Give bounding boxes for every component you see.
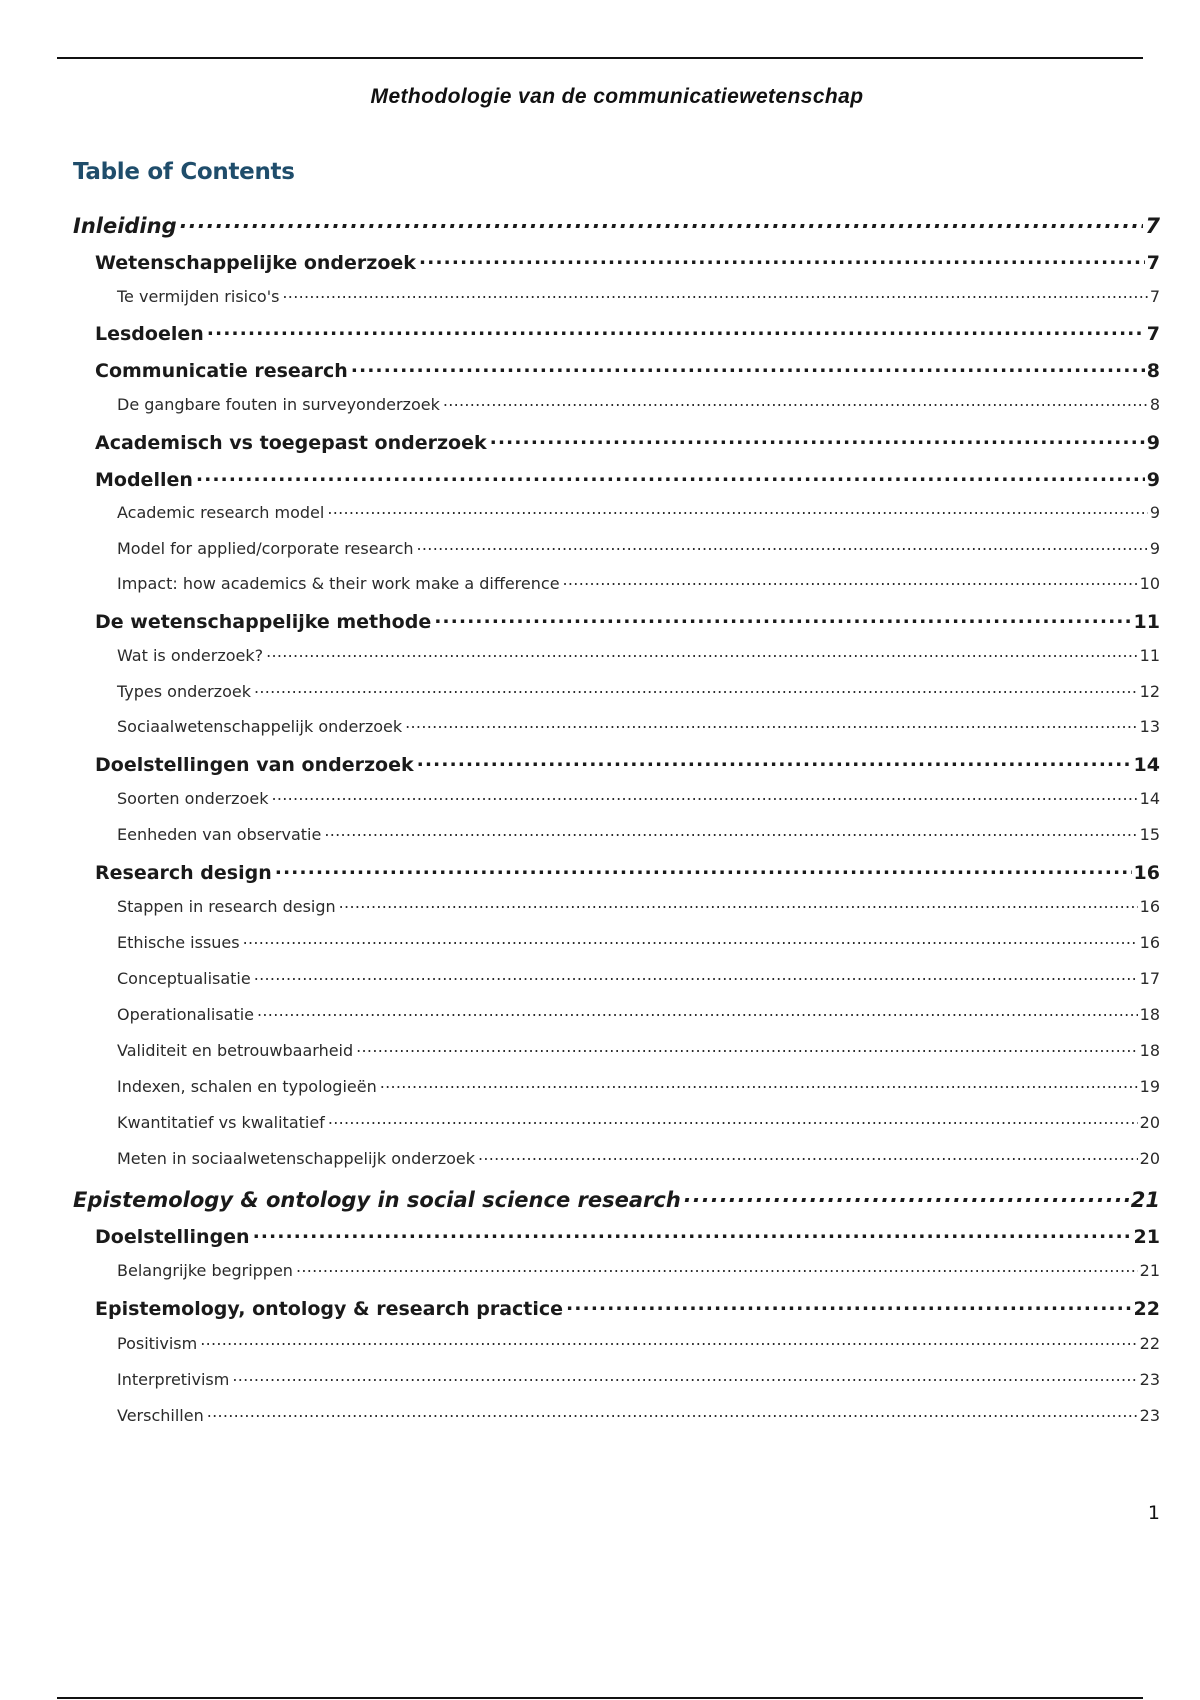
toc-entry-page: 9 xyxy=(1146,468,1160,491)
toc-entry-page: 16 xyxy=(1139,932,1160,952)
toc-entry-label: Modellen xyxy=(95,468,193,491)
toc-entry-page: 20 xyxy=(1139,1148,1160,1168)
toc-entry[interactable] xyxy=(117,679,1160,701)
toc-entry[interactable] xyxy=(73,210,1160,238)
toc-entry-label: Eenheden van observatie xyxy=(117,824,322,844)
toc-entry-page: 10 xyxy=(1139,573,1160,593)
toc-entry-label: Epistemology & ontology in social science research xyxy=(73,1188,681,1213)
toc-entry[interactable] xyxy=(117,1038,1160,1060)
toc-entry-page: 9 xyxy=(1149,538,1160,558)
toc-entry[interactable] xyxy=(117,392,1160,414)
toc-dot-leader xyxy=(275,858,1132,879)
toc-entry[interactable] xyxy=(117,643,1160,665)
toc-entry[interactable] xyxy=(95,356,1160,382)
toc-entry-label: Validiteit en betrouwbaarheid xyxy=(117,1040,354,1060)
toc-dot-leader xyxy=(200,1331,1137,1349)
toc-dot-leader xyxy=(207,319,1145,340)
toc-entry-page: 11 xyxy=(1133,610,1160,633)
toc-dot-leader xyxy=(684,1184,1129,1207)
toc-dot-leader xyxy=(232,1367,1137,1385)
toc-heading: Table of Contents xyxy=(73,159,295,185)
header-rule xyxy=(57,57,1143,59)
toc-entry-label: Ethische issues xyxy=(117,932,240,952)
toc-entry[interactable] xyxy=(95,1294,1160,1320)
toc-entry-page: 7 xyxy=(1145,214,1160,239)
toc-entry[interactable] xyxy=(95,465,1160,491)
toc-entry[interactable] xyxy=(95,607,1160,633)
toc-dot-leader xyxy=(243,930,1138,948)
toc-dot-leader xyxy=(180,210,1144,233)
toc-entry-label: Stappen in research design xyxy=(117,896,336,916)
toc-entry-label: Lesdoelen xyxy=(95,322,204,345)
toc-entry-page: 23 xyxy=(1139,1405,1160,1425)
toc-dot-leader xyxy=(207,1403,1138,1421)
toc-entry[interactable] xyxy=(117,1146,1160,1168)
toc-entry-label: Te vermijden risico's xyxy=(117,286,280,306)
toc-entry[interactable] xyxy=(95,319,1160,345)
toc-entry-page: 9 xyxy=(1149,502,1160,522)
toc-entry[interactable] xyxy=(117,1331,1160,1353)
toc-entry[interactable] xyxy=(117,1258,1160,1280)
toc-dot-leader xyxy=(566,1294,1132,1315)
toc-entry-label: Doelstellingen xyxy=(95,1225,250,1248)
toc-entry-page: 11 xyxy=(1139,645,1160,665)
toc-entry-label: Academic research model xyxy=(117,502,325,522)
toc-entry[interactable] xyxy=(95,750,1160,776)
toc-dot-leader xyxy=(417,750,1132,771)
toc-dot-leader xyxy=(490,428,1145,449)
toc-entry-label: Interpretivism xyxy=(117,1369,230,1389)
toc-entry-page: 21 xyxy=(1139,1260,1160,1280)
toc-entry-label: Positivism xyxy=(117,1333,198,1353)
toc-entry-label: Communicatie research xyxy=(95,359,348,382)
toc-entry-page: 21 xyxy=(1133,1225,1160,1248)
toc-entry-label: Epistemology, ontology & research practice xyxy=(95,1297,564,1320)
toc-entry-label: Doelstellingen van onderzoek xyxy=(95,753,414,776)
toc-entry-label: Impact: how academics & their work make a difference xyxy=(117,573,560,593)
toc-entry-label: Operationalisatie xyxy=(117,1004,255,1024)
toc-entry-page: 18 xyxy=(1139,1004,1160,1024)
toc-dot-leader xyxy=(339,894,1138,912)
toc-entry[interactable] xyxy=(117,1403,1160,1425)
toc-entry-page: 17 xyxy=(1139,968,1160,988)
toc-dot-leader xyxy=(196,465,1145,486)
toc-entry-page: 12 xyxy=(1139,681,1160,701)
toc-dot-leader xyxy=(405,714,1137,732)
toc-entry[interactable] xyxy=(117,822,1160,844)
toc-entry-page: 14 xyxy=(1139,788,1160,808)
toc-entry[interactable] xyxy=(117,714,1160,736)
toc-dot-leader xyxy=(328,1110,1138,1128)
toc-entry[interactable] xyxy=(95,1222,1160,1248)
toc-entry-page: 9 xyxy=(1146,431,1160,454)
toc-entry-page: 22 xyxy=(1133,1297,1160,1320)
toc-dot-leader xyxy=(443,392,1148,410)
toc-dot-leader xyxy=(282,284,1147,302)
toc-dot-leader xyxy=(324,822,1137,840)
toc-dot-leader xyxy=(563,571,1138,589)
toc-dot-leader xyxy=(254,966,1138,984)
toc-dot-leader xyxy=(419,248,1145,269)
toc-entry[interactable] xyxy=(117,536,1160,558)
toc-entry-label: Model for applied/corporate research xyxy=(117,538,414,558)
toc-entry[interactable] xyxy=(117,284,1160,306)
toc-entry-page: 20 xyxy=(1139,1112,1160,1132)
toc-entry-page: 23 xyxy=(1139,1369,1160,1389)
toc-entry-page: 18 xyxy=(1139,1040,1160,1060)
toc-entry-page: 7 xyxy=(1149,286,1160,306)
toc-entry[interactable] xyxy=(117,966,1160,988)
toc-entry[interactable] xyxy=(95,248,1160,274)
toc-dot-leader xyxy=(266,643,1138,661)
toc-entry-label: Research design xyxy=(95,861,272,884)
toc-entry-page: 21 xyxy=(1130,1188,1160,1213)
toc-entry-page: 8 xyxy=(1146,359,1160,382)
toc-entry-label: Belangrijke begrippen xyxy=(117,1260,293,1280)
page-number: 1 xyxy=(1147,1502,1160,1524)
toc-entry-label: Conceptualisatie xyxy=(117,968,251,988)
toc-entry[interactable] xyxy=(73,1184,1160,1212)
toc-entry-page: 7 xyxy=(1146,251,1160,274)
toc-entry[interactable] xyxy=(117,1074,1160,1096)
toc-entry-page: 7 xyxy=(1146,322,1160,345)
toc-entry[interactable] xyxy=(117,930,1160,952)
toc-entry[interactable] xyxy=(95,858,1160,884)
toc-entry-label: De gangbare fouten in surveyonderzoek xyxy=(117,394,440,414)
footer-rule xyxy=(57,1697,1143,1699)
toc-dot-leader xyxy=(380,1074,1138,1092)
toc-entry-label: De wetenschappelijke methode xyxy=(95,610,432,633)
toc-dot-leader xyxy=(271,786,1137,804)
toc-entry-label: Types onderzoek xyxy=(117,681,251,701)
toc-dot-leader xyxy=(254,679,1138,697)
document-header-title: Methodologie van de communicatiewetenschap xyxy=(370,85,864,108)
toc-dot-leader xyxy=(257,1002,1138,1020)
toc-entry-page: 16 xyxy=(1133,861,1160,884)
toc-entry[interactable] xyxy=(117,894,1160,916)
toc-entry[interactable] xyxy=(117,500,1160,522)
toc-dot-leader xyxy=(478,1146,1138,1164)
toc-entry-label: Sociaalwetenschappelijk onderzoek xyxy=(117,716,403,736)
toc-entry-label: Indexen, schalen en typologieën xyxy=(117,1076,377,1096)
toc-entry-label: Verschillen xyxy=(117,1405,204,1425)
toc-entry[interactable] xyxy=(117,571,1160,593)
toc-entry-page: 14 xyxy=(1133,753,1160,776)
toc-entry[interactable] xyxy=(117,786,1160,808)
toc-dot-leader xyxy=(296,1258,1138,1276)
toc-entry-page: 16 xyxy=(1139,896,1160,916)
toc-entry-page: 13 xyxy=(1139,716,1160,736)
toc-entry[interactable] xyxy=(117,1110,1160,1132)
toc-entry-label: Meten in sociaalwetenschappelijk onderzoek xyxy=(117,1148,475,1168)
toc-entry-page: 22 xyxy=(1139,1333,1160,1353)
toc-dot-leader xyxy=(327,500,1148,518)
toc-entry-label: Wetenschappelijke onderzoek xyxy=(95,251,416,274)
toc-entry-page: 15 xyxy=(1139,824,1160,844)
toc-entry-label: Inleiding xyxy=(73,214,177,239)
toc-entry-page: 19 xyxy=(1139,1076,1160,1096)
toc-dot-leader xyxy=(253,1222,1132,1243)
toc-dot-leader xyxy=(417,536,1148,554)
toc-entry[interactable] xyxy=(117,1367,1160,1389)
toc-dot-leader xyxy=(434,607,1131,628)
toc-dot-leader xyxy=(356,1038,1137,1056)
toc-entry-label: Academisch vs toegepast onderzoek xyxy=(95,431,487,454)
toc-entry[interactable] xyxy=(95,428,1160,454)
toc-entry-label: Wat is onderzoek? xyxy=(117,645,264,665)
toc-entry[interactable] xyxy=(117,1002,1160,1024)
toc-entry-label: Soorten onderzoek xyxy=(117,788,269,808)
toc-entry-page: 8 xyxy=(1149,394,1160,414)
toc-dot-leader xyxy=(351,356,1145,377)
toc-entry-label: Kwantitatief vs kwalitatief xyxy=(117,1112,325,1132)
